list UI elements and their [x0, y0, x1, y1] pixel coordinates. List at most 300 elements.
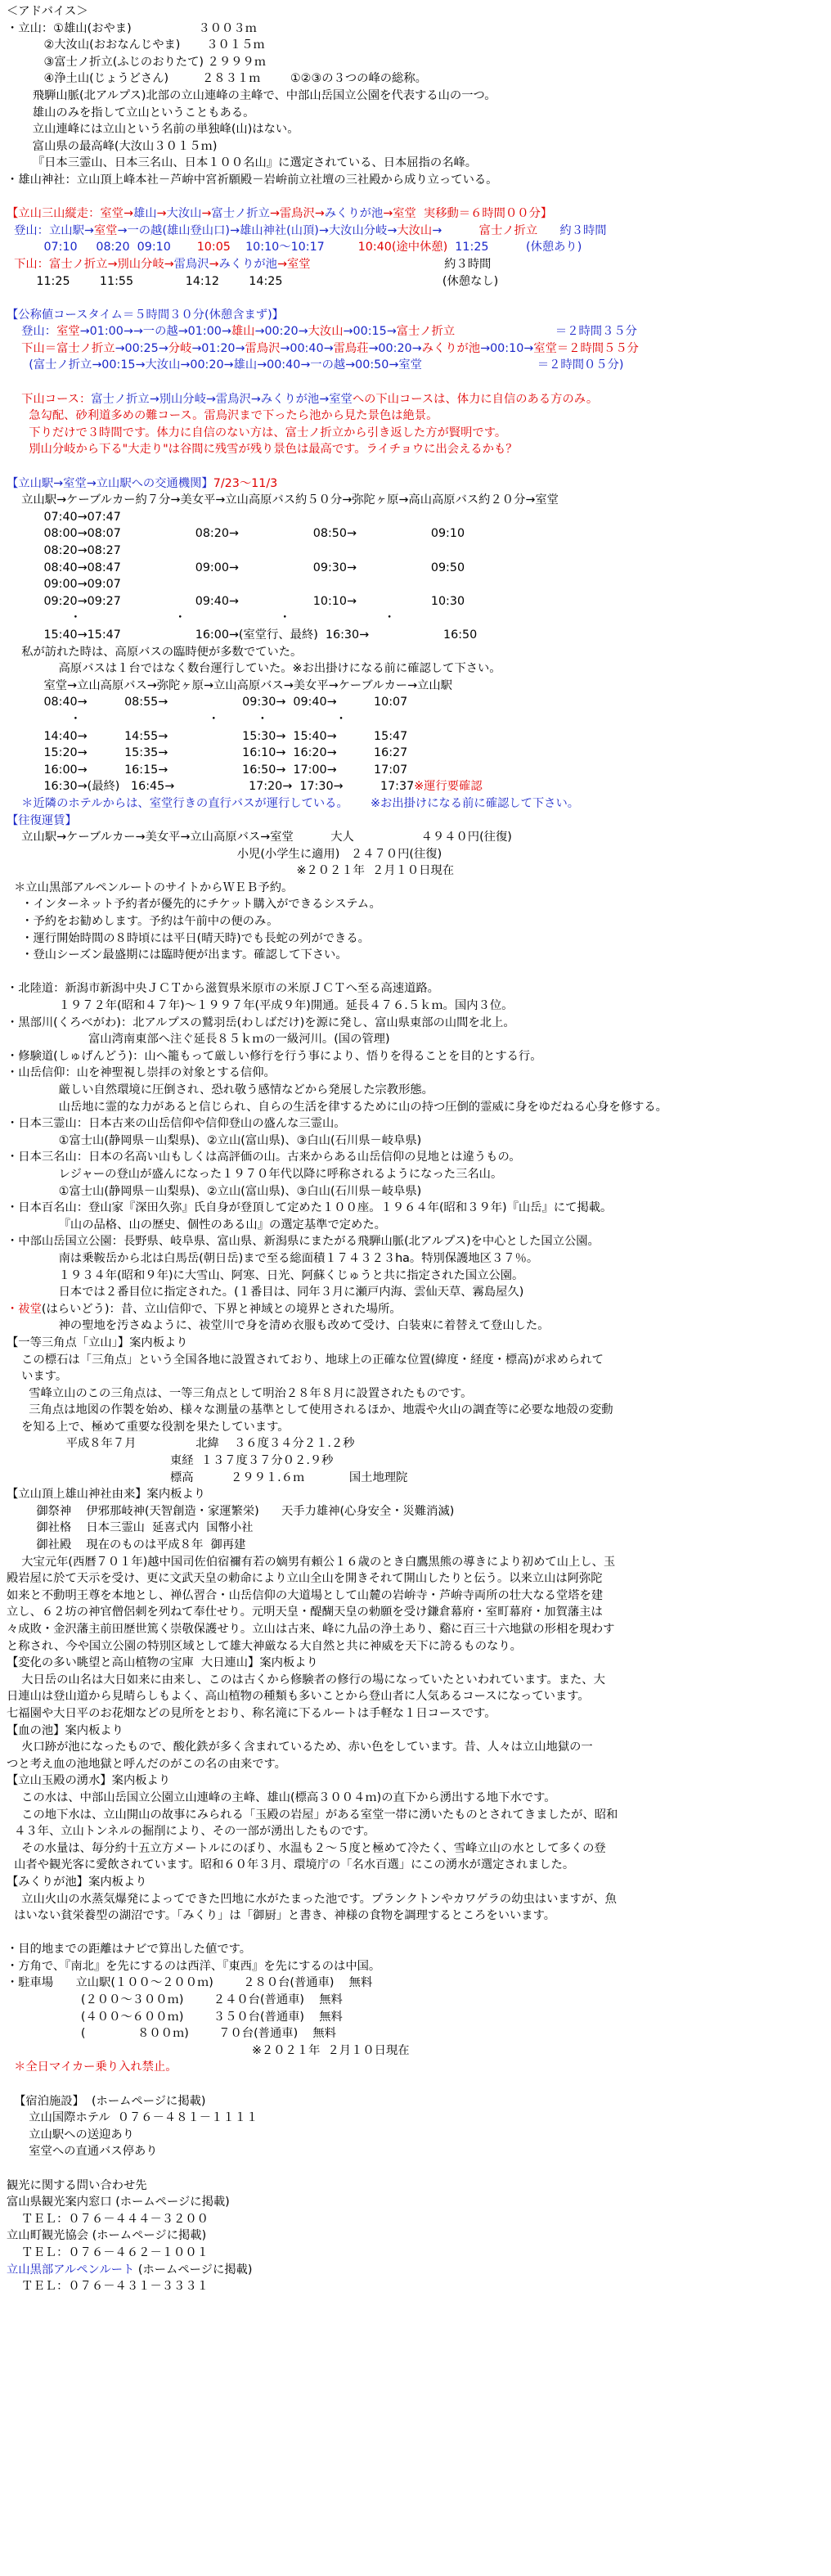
document-line — [7, 1284, 824, 1301]
text-segment: 【一等三角点「立山」】案内板より — [7, 1335, 188, 1349]
document-line — [7, 1250, 824, 1268]
document-line — [7, 1638, 824, 1655]
document-line — [7, 3, 824, 20]
text-segment: →別山分岐→ — [107, 257, 174, 271]
document-line — [7, 1992, 824, 2009]
text-segment: ・ ・ ・ ・ — [7, 611, 396, 625]
text-segment: 日本では２番目位に指定された。(１番目は、同年３月に瀬戸内海、雲仙天草、霧島屋久) — [7, 1286, 524, 1299]
document-line — [7, 1452, 824, 1470]
document-line — [7, 1419, 824, 1436]
document-line — [7, 762, 824, 779]
document-line — [7, 644, 824, 661]
text-segment: →01:20→ — [191, 341, 245, 355]
document-line — [7, 121, 824, 138]
text-segment: 約３時間 — [537, 223, 607, 237]
text-segment: 7/23～11/3 — [213, 476, 278, 490]
text-segment: 15:20→ 15:35→ 16:10→ 16:20→ 16:27 — [7, 746, 408, 760]
text-segment: ・予約をお勧めします。予約は午前中の便のみ。 — [7, 915, 279, 929]
text-segment: つと考え血の池地獄と呼んだのがこの名の由来です。 — [7, 1757, 286, 1771]
text-segment: レジャーの登山が盛んになった１９７０年代以降に呼称されるようになった三名山。 — [7, 1167, 503, 1181]
text-segment: 日連山は登山道から見晴らしもよく、高山植物の種類も多いことから登山者に人気あるコースになっています。 — [7, 1690, 590, 1704]
text-segment: 07:10 08:20 09:10 — [7, 241, 197, 254]
text-segment: →00:20→ — [368, 341, 422, 355]
text-segment: ※２０２１年 ２月１０日現在 — [7, 864, 455, 878]
document-line — [7, 20, 824, 38]
document-line — [7, 189, 824, 206]
document-line — [7, 1604, 824, 1621]
document-line — [7, 1756, 824, 1773]
document-line — [7, 930, 824, 948]
document-line — [7, 340, 824, 358]
text-segment: 雄山 — [231, 325, 255, 339]
document-line — [7, 1790, 824, 1807]
document-line — [7, 1705, 824, 1723]
document-line — [7, 1520, 824, 1537]
document-line — [7, 1031, 824, 1048]
text-segment: 室堂 — [533, 341, 557, 355]
document-line — [7, 1402, 824, 1419]
document-line — [7, 1352, 824, 1369]
document-line — [7, 829, 824, 846]
text-segment: ・立山：①雄山(おやま) ３００３ｍ — [7, 21, 257, 35]
text-segment: ＝２時間３５分 — [455, 325, 637, 339]
text-segment: 10:40(途中休憩) — [357, 241, 448, 254]
document-line — [7, 1166, 824, 1183]
text-segment: ・運行開始時間の８時頃には平日(晴天時)でも長蛇の列ができる。 — [7, 931, 370, 945]
document-line — [7, 1385, 824, 1403]
document-line — [7, 1857, 824, 1874]
document-line — [7, 2194, 824, 2211]
document-line — [7, 2278, 824, 2295]
document-line — [7, 239, 824, 256]
text-segment: ・中部山岳国立公園：長野県、岐阜県、富山県、新潟県にまたがる飛騨山脈(北アルプス)を中心とした国立公園。 — [7, 1235, 600, 1249]
text-segment: 御社格 日本三霊山 延喜式内 国幣小社 — [7, 1521, 254, 1535]
document-line — [7, 1723, 824, 1740]
document-line — [7, 1149, 824, 1166]
text-segment: 富士ノ折立 — [211, 207, 270, 221]
text-segment: への下山コースは、体力に自信のある方のみ。 — [352, 392, 599, 406]
text-segment: 東経 １３７度３７分０２.９秒 — [7, 1454, 334, 1468]
text-segment: 山岳地に霊的な力があると信じられ、自らの生活を律するために山の持つ圧倒的霊威に身をゆだねる心身を修する。 — [7, 1100, 667, 1114]
text-segment: この地下水は、立山開山の故事にみられる「玉殿の岩屋」がある室堂一帯に湧いたものとされてきましたが、昭和 — [7, 1808, 618, 1822]
text-segment: ＜アドバイス＞ — [7, 5, 88, 18]
text-segment: 雷鳥沢 — [245, 341, 281, 355]
document-line — [7, 880, 824, 897]
document-line — [7, 1891, 824, 1908]
text-segment: 16:30→(最終) 16:45→ 17:20→ 17:30→ 17:37 — [7, 780, 415, 794]
text-segment: 大宝元年(西暦７０１年)越中国司佐伯宿禰有若の嫡男有頼公１６歳のとき白鷹黒熊の導きにより初めて山上し、玉 — [7, 1555, 616, 1569]
text-segment: (２００～３００ｍ) ２４０台(普通車) 無料 — [7, 1993, 343, 2007]
document-line — [7, 660, 824, 678]
text-segment: います。 — [7, 1370, 68, 1384]
text-segment: 【立山駅→室堂→立山駅への交通機関】 — [7, 476, 213, 490]
text-segment: 08:40→08:47 09:00→ 09:30→ 09:50 — [7, 561, 465, 574]
text-segment: 立山駅への送迎あり — [7, 2128, 134, 2141]
text-segment: 富山県観光案内窓口 (ホームページに掲載) — [7, 2195, 230, 2209]
text-segment: を知る上で、極めて重要な役割を果たしています。 — [7, 1420, 290, 1434]
text-segment: ・目的地までの距離はナビで算出した値です。 — [7, 1943, 252, 1957]
document-line — [7, 678, 824, 695]
text-segment: ・ ・ ・ ・ — [7, 712, 348, 726]
document-line — [7, 627, 824, 644]
text-segment: ・山岳信仰：山を神聖視し崇拝の対象とする信仰。 — [7, 1066, 276, 1080]
text-segment: 下りだけで３時間です。体力に自信のない方は、富士ノ折立から引き返した方が賢明です。 — [7, 426, 507, 439]
text-segment: ＊全日マイカー乗り入れ禁止。 — [7, 2060, 177, 2074]
document-line — [7, 1907, 824, 1925]
text-segment: 大日岳の山名は大日如来に由来し、このは古くから修験者の修行の場になっていたといわれています。また、大 — [7, 1673, 605, 1687]
text-segment: 【血の池】案内板より — [7, 1723, 124, 1737]
text-segment: 富士ノ折立 — [478, 223, 538, 237]
text-segment: 立山黒部アルペンルート — [7, 2263, 135, 2277]
document-line — [7, 980, 824, 998]
document-line — [7, 357, 824, 374]
text-segment: 【宿泊施設】 (ホームページに掲載) — [7, 2094, 206, 2108]
text-segment: →室堂 実移動＝６時間００分】 — [383, 207, 553, 221]
text-segment: 火口跡が池になったもので、酸化鉄が多く含まれているため、赤い色をしています。昔、人々は立山地獄の一 — [7, 1741, 593, 1754]
document-line — [7, 37, 824, 54]
text-segment: ・日本三名山：日本の名高い山もしくは高評価の山。古来からある山岳信仰の見地とは違うもの。 — [7, 1151, 521, 1164]
document-line — [7, 2143, 824, 2160]
text-segment: → — [117, 223, 128, 237]
document-line — [7, 1217, 824, 1234]
document-line — [7, 70, 824, 88]
document-line — [7, 1655, 824, 1672]
text-segment: みくりが池 — [324, 207, 384, 221]
text-segment: 10:10～10:17 — [230, 241, 358, 254]
text-segment: この標石は「三角点」という全国各地に設置されており、地球上の正確な位置(緯度・経度・標高)が求められて — [7, 1353, 604, 1367]
document-line — [7, 862, 824, 880]
text-segment: →00:15→ — [343, 325, 397, 339]
document-line — [7, 2009, 824, 2026]
document-line — [7, 525, 824, 543]
text-segment: ③富士ノ折立(ふじのおりたて) ２９９９ｍ — [7, 55, 267, 69]
text-segment: 七福園や大日平のお花畑などの見所をとおり、称名滝に下るルートは手軽な１日コースです。 — [7, 1706, 496, 1720]
document-line — [7, 1958, 824, 1975]
text-segment: 07:40→07:47 — [7, 510, 121, 524]
document-line — [7, 391, 824, 408]
document-line — [7, 1941, 824, 1958]
text-segment: ・雄山神社：立山頂上峰本社－芦峅中宮祈願殿－岩峅前立社壇の三社殿から成り立っている。 — [7, 173, 498, 187]
text-segment: ＝２時間５５分 — [556, 341, 639, 355]
text-segment: 08:00→08:07 08:20→ 08:50→ 09:10 — [7, 527, 465, 541]
document-line — [7, 1317, 824, 1335]
text-segment: 雄山のみを指して立山ということもある。 — [7, 106, 255, 119]
document-line — [7, 1587, 824, 1605]
text-segment: (４００～６００ｍ) ３５０台(普通車) 無料 — [7, 2010, 343, 2024]
text-segment: ・ — [7, 1302, 19, 1316]
document-line — [7, 492, 824, 509]
text-segment: 室堂→立山高原バス→弥陀ヶ原→立山高原バス→美女平→ケーブルカー→立山駅 — [7, 678, 452, 692]
document-line — [7, 1435, 824, 1452]
text-segment: ・黒部川(くろべがわ)：北アルプスの鷲羽岳(わしばだけ)を源に発し、富山県東部の山間を北上。 — [7, 1016, 515, 1029]
text-segment: ＴＥＬ：０７６－４４４－３２００ — [7, 2212, 209, 2226]
document-line — [7, 2110, 824, 2127]
document-line — [7, 1133, 824, 1150]
document-line — [7, 913, 824, 930]
document-line — [7, 1015, 824, 1032]
document-line — [7, 408, 824, 425]
document-line — [7, 2160, 824, 2177]
document-line — [7, 694, 824, 711]
text-segment: ※２０２１年 ２月１０日現在 — [7, 2043, 410, 2057]
document-line — [7, 1570, 824, 1587]
text-segment: 11:25 (休憩あり) — [447, 241, 582, 254]
text-segment: この水は、中部山岳国立公園立山連峰の主峰、雄山(標高３００４ｍ)の直下から湧出する地下水です。 — [7, 1790, 556, 1804]
document-line — [7, 543, 824, 560]
text-segment: ＴＥＬ：０７６－４６２－１００１ — [7, 2245, 209, 2259]
document-line — [7, 2076, 824, 2093]
text-segment: ( ８００ｍ) ７０台(普通車) 無料 — [7, 2027, 336, 2041]
document-line — [7, 1823, 824, 1840]
text-segment: 雷鳥沢 — [173, 257, 209, 271]
document-line — [7, 205, 824, 223]
document-line — [7, 2262, 824, 2279]
text-segment: 御祭神 伊邪那岐神(天智創造・家運繁栄) 天手力雄神(心身安全・災難消滅) — [7, 1504, 455, 1518]
document-line — [7, 1874, 824, 1891]
text-segment: 一の越(雄山登山口)→雄山神社(山頂)→大汝山分岐→ — [127, 223, 398, 237]
document-line — [7, 155, 824, 172]
text-segment: 08:40→ 08:55→ 09:30→ 09:40→ 10:07 — [7, 696, 408, 709]
document-line — [7, 2059, 824, 2076]
text-segment: 立し、６２坊の神官僧侶刺を列ねて奉仕せり。元明天皇・醍醐天皇の勅願を受け鎌倉幕府・室町幕府・加賀藩主は — [7, 1605, 603, 1619]
text-segment: 富士ノ折立→別山分岐→雷鳥沢→みくりが池→室堂 — [91, 392, 353, 406]
document-line — [7, 290, 824, 307]
document-line — [7, 610, 824, 627]
text-segment: ①富士山(静岡県－山梨県)、②立山(富山県)、③白山(石川県－岐阜県) — [7, 1184, 422, 1198]
document-line — [7, 2177, 824, 2195]
text-segment: 急勾配、砂利道多めの難コース。雷鳥沢まで下ったら池から見た景色は絶景。 — [7, 409, 438, 423]
text-segment: → — [156, 207, 167, 221]
text-segment: 登山： — [7, 325, 57, 339]
text-segment: ＊近隣のホテルからは、室堂行きの直行バスが運行している。 ※お出掛けになる前に確認して下さい。 — [7, 796, 580, 810]
document-line — [7, 1268, 824, 1285]
text-segment: ・方角で、『南北』を先にするのは西洋、『東西』を先にするのは中国。 — [7, 1959, 381, 1973]
text-segment: 分岐 — [168, 341, 192, 355]
document-line — [7, 307, 824, 324]
text-segment: 【立山三山縦走：室堂→ — [7, 207, 133, 221]
text-segment: 大汝山 — [308, 325, 344, 339]
text-segment: (富士ノ折立→00:15→大汝山→00:20→雄山→00:40→一の越→00:50→室堂 ＝２時間０５分) — [7, 358, 624, 372]
document-line — [7, 1672, 824, 1689]
document-line — [7, 1115, 824, 1133]
text-segment: →01:00→→一の越→01:00→ — [79, 325, 231, 339]
document-line — [7, 1099, 824, 1116]
text-segment: ・駐車場 立山駅(１００～２００ｍ) ２８０台(普通車) 無料 — [7, 1976, 373, 1990]
text-segment: →00:40→ — [280, 341, 334, 355]
text-segment: ＊立山黒部アルペンルートのサイトからＷＥＢ予約。 — [7, 880, 294, 894]
text-segment: みくりが池 — [421, 341, 481, 355]
text-segment: 【みくりが池】案内板より — [7, 1875, 147, 1889]
text-segment: 富士ノ折立 — [396, 325, 456, 339]
text-segment: 々成敗・金沢藩主前田歴世篤く崇敬保護せり。立山は古来、峰に九品の浄土あり、谿に百三十六地獄の形相を現わす — [7, 1623, 615, 1636]
text-segment: → — [432, 223, 479, 237]
text-segment: 飛騨山脈(北アルプス)北部の立山連峰の主峰で、中部山岳国立公園を代表する山の一つ。 — [7, 88, 496, 102]
document-line — [7, 1688, 824, 1705]
text-segment: 立山火山の水蒸気爆発によってできた凹地に水がたまった池です。プランクトンやカワゲラの幼虫はいますが、魚 — [7, 1892, 617, 1906]
text-segment: ※運行要確認 — [414, 780, 483, 794]
text-segment: 私が訪れた時は、高原バスの臨時便が多数でていた。 — [7, 645, 303, 659]
document-line — [7, 2025, 824, 2042]
text-segment: 【往復運賃】 — [7, 813, 77, 827]
document-line — [7, 2227, 824, 2245]
document-line — [7, 728, 824, 745]
text-segment: 下山コース： — [7, 392, 92, 406]
document-line — [7, 1807, 824, 1824]
document-line — [7, 1048, 824, 1065]
document-line — [7, 138, 824, 155]
document-line — [7, 1368, 824, 1385]
document-line — [7, 896, 824, 913]
document-line — [7, 54, 824, 71]
text-segment: ＴＥＬ：０７６－４３１－３３３１ — [7, 2280, 209, 2294]
document-line — [7, 1925, 824, 1942]
text-segment: (はらいどう)：昔、立山信仰で、下界と神域との境界とされた場所。 — [41, 1302, 402, 1316]
text-segment: その水量は、毎分約十五立方メートルにのぼり、水温も２～５度と極めて冷たく、雪峰立山の水として多くの登 — [7, 1841, 606, 1855]
document-line — [7, 593, 824, 610]
document-line — [7, 1739, 824, 1756]
document-line — [7, 1470, 824, 1487]
text-segment: 10:05 — [196, 241, 231, 254]
text-segment: はいない貧栄養型の湖沼です。「みくり」は「御厨」と書き、神様の食物を調理するところをいいます。 — [7, 1909, 556, 1923]
text-segment: ・修験道(しゅげんどう)：山へ籠もって厳しい修行を行う事により、悟りを得ることを目的とする行。 — [7, 1049, 542, 1063]
document-line — [7, 1554, 824, 1571]
text-segment: 14:40→ 14:55→ 15:30→ 15:40→ 15:47 — [7, 729, 408, 743]
text-segment: と称され、今や国立公園の特別区域として雄大神厳なる大自然と共に神威を天下に誇るものなり。 — [7, 1639, 522, 1653]
text-segment: 【立山玉殿の湧水】案内板より — [7, 1774, 171, 1788]
text-segment: 大汝山 — [166, 207, 202, 221]
text-segment: ・日本三霊山：日本古来の山岳信仰や信仰登山の盛んな三霊山。 — [7, 1117, 346, 1131]
document-line — [7, 441, 824, 458]
text-segment: 雷鳥荘 — [333, 341, 369, 355]
text-segment: 平成８年７月 北緯 ３６度３４分２１.２秒 — [7, 1437, 355, 1451]
document-line — [7, 964, 824, 981]
text-segment: 立山国際ホテル ０７６－４８１－１１１１ — [7, 2111, 258, 2125]
text-segment: 登山：立山駅→ — [7, 223, 94, 237]
document-line — [7, 1301, 824, 1318]
document-line — [7, 273, 824, 290]
document-line — [7, 458, 824, 475]
text-segment: 祓堂 — [18, 1302, 42, 1316]
document-line — [7, 2211, 824, 2228]
document-line — [7, 1233, 824, 1250]
text-segment: ・日本百名山：登山家『深田久弥』氏自身が登頂して定めた１００座。１９６４年(昭和３９年)『山岳』にて掲載。 — [7, 1201, 613, 1215]
document-line — [7, 1183, 824, 1200]
text-segment: 厳しい自然環境に圧倒され、恐れ敬う感情などから発展した宗教形態。 — [7, 1083, 433, 1097]
document-line — [7, 2127, 824, 2144]
text-segment: ②大汝山(おおなんじやま) ３０１５ｍ — [7, 38, 265, 52]
text-segment: →雷鳥沢→ — [269, 207, 325, 221]
text-segment: ・北陸道：新潟市新潟中央ＪＣＴから滋賀県米原市の米原ＪＣＴへ至る高速道路。 — [7, 982, 439, 996]
text-segment: １９７２年(昭和４７年)～１９９７年(平成９年)開通。延長４７６.５ｋｍ。国内３位。 — [7, 999, 514, 1013]
text-segment: 雄山 — [133, 207, 157, 221]
document-line — [7, 1772, 824, 1790]
text-segment: 16:00→ 16:15→ 16:50→ 17:00→ 17:07 — [7, 763, 408, 777]
text-segment: 09:20→09:27 09:40→ 10:10→ 10:30 — [7, 594, 465, 608]
text-segment: 観光に関する問い合わせ先 — [7, 2178, 147, 2192]
text-segment: 富山湾南東部へ注ぐ延長８５ｋｍの一級河川。(国の管理) — [7, 1033, 390, 1047]
text-segment: 高原バスは１台ではなく数台運行していた。※お出掛けになる前に確認して下さい。 — [7, 662, 501, 676]
document-line — [7, 425, 824, 442]
text-segment: 【変化の多い眺望と高山植物の宝庫 大日連山】案内板より — [7, 1656, 318, 1670]
document-line — [7, 1975, 824, 1992]
text-segment: みくりが池 — [218, 257, 277, 271]
document-line — [7, 998, 824, 1015]
text-segment: 別山分岐から下る"大走り"は谷間に残雪が残り景色は最高です。ライチョウに出会えるかも？ — [7, 443, 518, 457]
document-line — [7, 1503, 824, 1520]
document-line — [7, 560, 824, 577]
text-segment: →00:25→ — [115, 341, 168, 355]
text-segment: 下山＝ — [7, 341, 57, 355]
document-line — [7, 813, 824, 830]
document-line — [7, 475, 824, 493]
document-line — [7, 778, 824, 795]
document-line — [7, 2245, 824, 2262]
document-line — [7, 1621, 824, 1638]
document-line — [7, 1335, 824, 1352]
text-segment: 08:20→08:27 — [7, 544, 121, 557]
text-segment: → — [201, 207, 212, 221]
text-segment: (ホームページに掲載) — [134, 2263, 253, 2277]
document-line — [7, 1840, 824, 1858]
text-segment: →室堂 — [276, 257, 311, 271]
text-segment: 富士ノ折立 — [56, 341, 115, 355]
text-segment: 立山駅→ケーブルカー約７分→美女平→立山高原バス約５０分→弥陀ヶ原→高山高原バス約２０分→室堂 — [7, 493, 559, 507]
text-segment: 山者や観光客に愛飲されています。昭和６０年３月、環境庁の「名水百選」にこの湧水が選定されました。 — [7, 1858, 575, 1872]
text-segment: 『日本三霊山、日本三名山、日本１００名山』に選定されている、日本屈指の名峰。 — [7, 156, 478, 170]
document-line — [7, 1200, 824, 1217]
text-segment: 室堂 — [56, 325, 80, 339]
text-segment: 三角点は地図の作製を始め、様々な測量の基準として使用されるほか、地震や火山の調査等に必要な地殻の変動 — [7, 1403, 613, 1417]
text-segment: 富士ノ折立 — [48, 257, 108, 271]
document-line — [7, 947, 824, 964]
text-segment: 標高 ２９９１.６ｍ 国土地理院 — [7, 1470, 408, 1484]
document-line — [7, 223, 824, 240]
document-line — [7, 88, 824, 105]
text-segment: 下山： — [7, 257, 49, 271]
document-line — [7, 2042, 824, 2060]
document-line — [7, 105, 824, 122]
text-segment: 雪峰立山のこの三角点は、一等三角点として明治２８年８月に設置されたものです。 — [7, 1386, 473, 1400]
text-segment: 約３時間 — [310, 257, 492, 271]
document-line — [7, 374, 824, 391]
text-segment: 15:40→15:47 16:00→(室堂行、最終) 16:30→ 16:50 — [7, 628, 478, 642]
text-segment: 神の聖地を汚さぬように、祓堂川で身を清め衣服も改めて受け、白装束に着替えて登山した。 — [7, 1319, 550, 1333]
document-line — [7, 1082, 824, 1099]
text-segment: ・インターネット予約者が優先的にチケット購入ができるシステム。 — [7, 898, 381, 912]
text-segment: 小児(小学生に適用) ２４７０円(往復) — [7, 847, 442, 861]
document-line — [7, 509, 824, 526]
advice-document — [7, 3, 824, 2295]
text-segment: ④浄土山(じょうどさん) ２８３１ｍ ①②③の３つの峰の総称。 — [7, 72, 427, 86]
document-line — [7, 1486, 824, 1503]
text-segment: 立山駅→ケーブルカー→美女平→立山高原バス→室堂 大人 ４９４０円(往復) — [7, 831, 512, 844]
text-segment: ・登山シーズン最盛期には臨時便が出ます。確認して下さい。 — [7, 948, 348, 962]
text-segment: 立山町観光協会 (ホームページに掲載) — [7, 2229, 207, 2243]
document-line — [7, 323, 824, 340]
text-segment: １９３４年(昭和９年)に大雪山、阿寒、日光、阿蘇くじゅうと共に指定された国立公園。 — [7, 1268, 524, 1282]
text-segment: → — [209, 257, 219, 271]
text-segment: →00:10→ — [480, 341, 534, 355]
document-line — [7, 846, 824, 863]
document-line — [7, 1537, 824, 1554]
document-line — [7, 711, 824, 728]
text-segment: 『山の品格、山の歴史、個性のある山』の選定基準で定めた。 — [7, 1218, 386, 1232]
document-line — [7, 745, 824, 762]
text-segment: ４３年、立山トンネルの掘削により、その一部が湧出したものです。 — [7, 1825, 375, 1839]
text-segment: 【公称値コースタイム＝５時間３０分(休憩含まず)】 — [7, 308, 284, 322]
text-segment: 殿岩屋に於て天示を受け、更に文武天皇の勅命により立山全山を開きそれて開山したりと伝う。以来立山は阿弥陀 — [7, 1572, 603, 1586]
document-line — [7, 172, 824, 189]
